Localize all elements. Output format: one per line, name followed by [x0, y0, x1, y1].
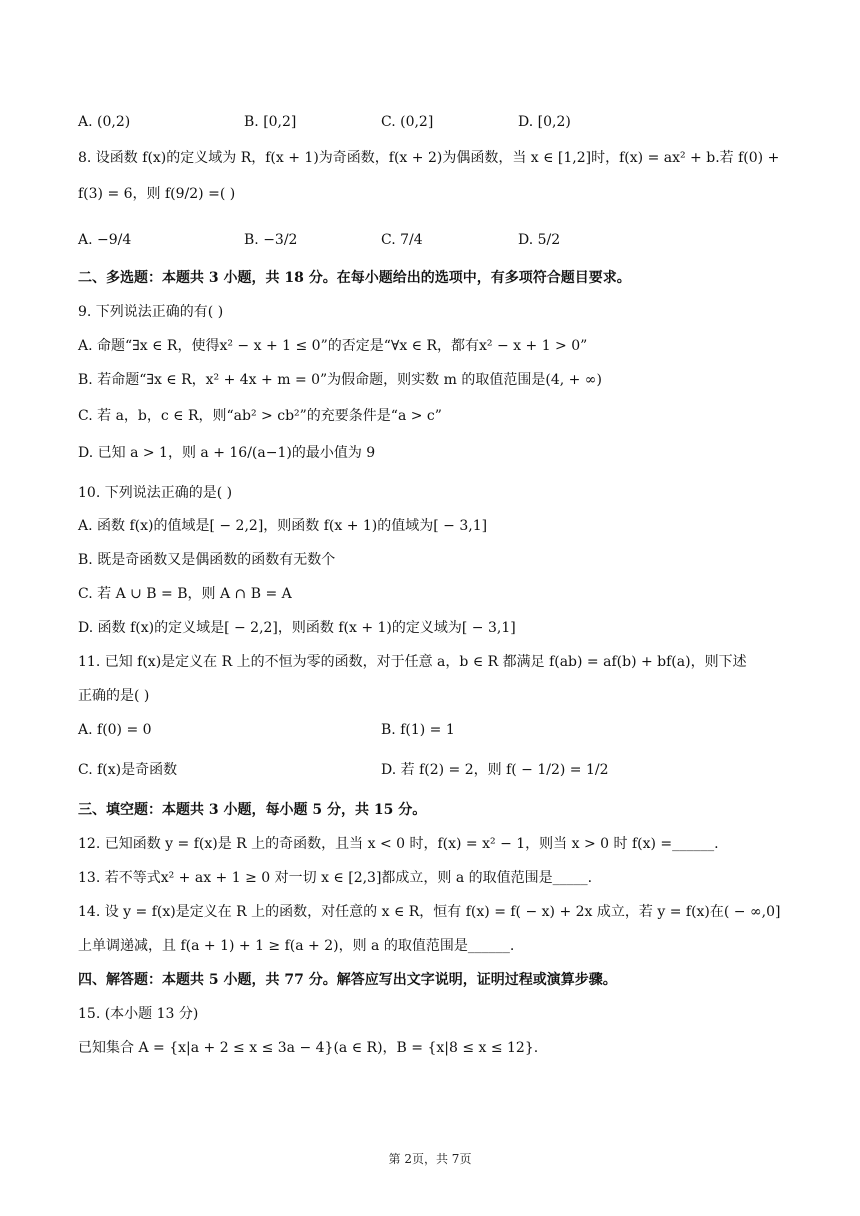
q11-stem-line2: 正确的是( ) — [78, 688, 150, 704]
q11-option-d: D. 若 f(2) = 2，则 f( − 1/2) = 1/2 — [381, 762, 609, 778]
q10-option-b: B. 既是奇函数又是偶函数的函数有无数个 — [78, 552, 336, 568]
q8-option-d: D. 5/2 — [518, 232, 561, 248]
q9-option-a: A. 命题“∃x ∈ R，使得x² − x + 1 ≤ 0”的否定是“∀x ∈ R，都有x² − x + 1 > 0” — [78, 338, 588, 354]
q11-stem-line1: 11. 已知 f(x)是定义在 R 上的不恒为零的函数，对于任意 a，b ∈ R 都满足 f(ab) = af(b) + bf(a)，则下述 — [78, 654, 747, 670]
q15-title: 15. (本小题 13 分) — [78, 1006, 199, 1022]
q11-option-b: B. f(1) = 1 — [381, 722, 455, 738]
q9-option-b: B. 若命题“∃x ∈ R，x² + 4x + m = 0”为假命题，则实数 m 的取值范围是(4, + ∞) — [78, 372, 602, 388]
q11-option-a: A. f(0) = 0 — [78, 722, 152, 738]
q14-line1: 14. 设 y = f(x)是定义在 R 上的函数，对任意的 x ∈ R，恒有 f(x) = f( − x) + 2x 成立，若 y = f(x)在( − ∞,0] — [78, 904, 781, 920]
q7-option-a: A. (0,2) — [78, 114, 131, 130]
q8-option-c: C. 7/4 — [381, 232, 423, 248]
q7-option-d: D. [0,2) — [518, 114, 571, 130]
q11-option-c: C. f(x)是奇函数 — [78, 762, 178, 778]
q8-option-a: A. −9/4 — [78, 232, 132, 248]
q8-stem-line2: f(3) = 6，则 f(9/2) =( ) — [78, 186, 236, 202]
q12-text: 12. 已知函数 y = f(x)是 R 上的奇函数，且当 x < 0 时，f(x) = x² − 1，则当 x > 0 时 f(x) =______. — [78, 836, 719, 852]
q8-stem-line1: 8. 设函数 f(x)的定义域为 R，f(x + 1)为奇函数，f(x + 2)为偶函数，当 x ∈ [1,2]时，f(x) = ax² + b.若 f(0) + — [78, 150, 780, 166]
q7-option-b: B. [0,2] — [244, 114, 297, 130]
q10-stem: 10. 下列说法正确的是( ) — [78, 485, 233, 501]
q15-text: 已知集合 A = {x|a + 2 ≤ x ≤ 3a − 4}(a ∈ R)，B = {x|8 ≤ x ≤ 12}. — [78, 1040, 539, 1056]
q9-option-c: C. 若 a，b，c ∈ R，则“ab² > cb²”的充要条件是“a > c” — [78, 408, 442, 424]
section-3-heading: 三、填空题：本题共 3 小题，每小题 5 分，共 15 分。 — [78, 802, 427, 818]
q7-option-c: C. (0,2] — [381, 114, 434, 130]
section-4-heading: 四、解答题：本题共 5 小题，共 77 分。解答应写出文字说明，证明过程或演算步骤。 — [78, 972, 617, 988]
section-2-heading: 二、多选题：本题共 3 小题，共 18 分。在每小题给出的选项中，有多项符合题目要求。 — [78, 270, 631, 286]
q10-option-c: C. 若 A ∪ B = B，则 A ∩ B = A — [78, 586, 292, 602]
q9-option-d: D. 已知 a > 1，则 a + 16/(a−1)的最小值为 9 — [78, 445, 376, 461]
q13-text: 13. 若不等式x² + ax + 1 ≥ 0 对一切 x ∈ [2,3]都成立，则 a 的取值范围是_____. — [78, 870, 593, 886]
q14-line2: 上单调递减，且 f(a + 1) + 1 ≥ f(a + 2)，则 a 的取值范围是______. — [78, 938, 515, 954]
q10-option-a: A. 函数 f(x)的值域是[ − 2,2]，则函数 f(x + 1)的值域为[ − 3,1] — [78, 518, 488, 534]
page-footer: 第 2页，共 7页 — [388, 1152, 472, 1166]
q10-option-d: D. 函数 f(x)的定义域是[ − 2,2]，则函数 f(x + 1)的定义域为[ − 3,1] — [78, 620, 516, 636]
q8-option-b: B. −3/2 — [244, 232, 298, 248]
q9-stem: 9. 下列说法正确的有( ) — [78, 304, 224, 320]
